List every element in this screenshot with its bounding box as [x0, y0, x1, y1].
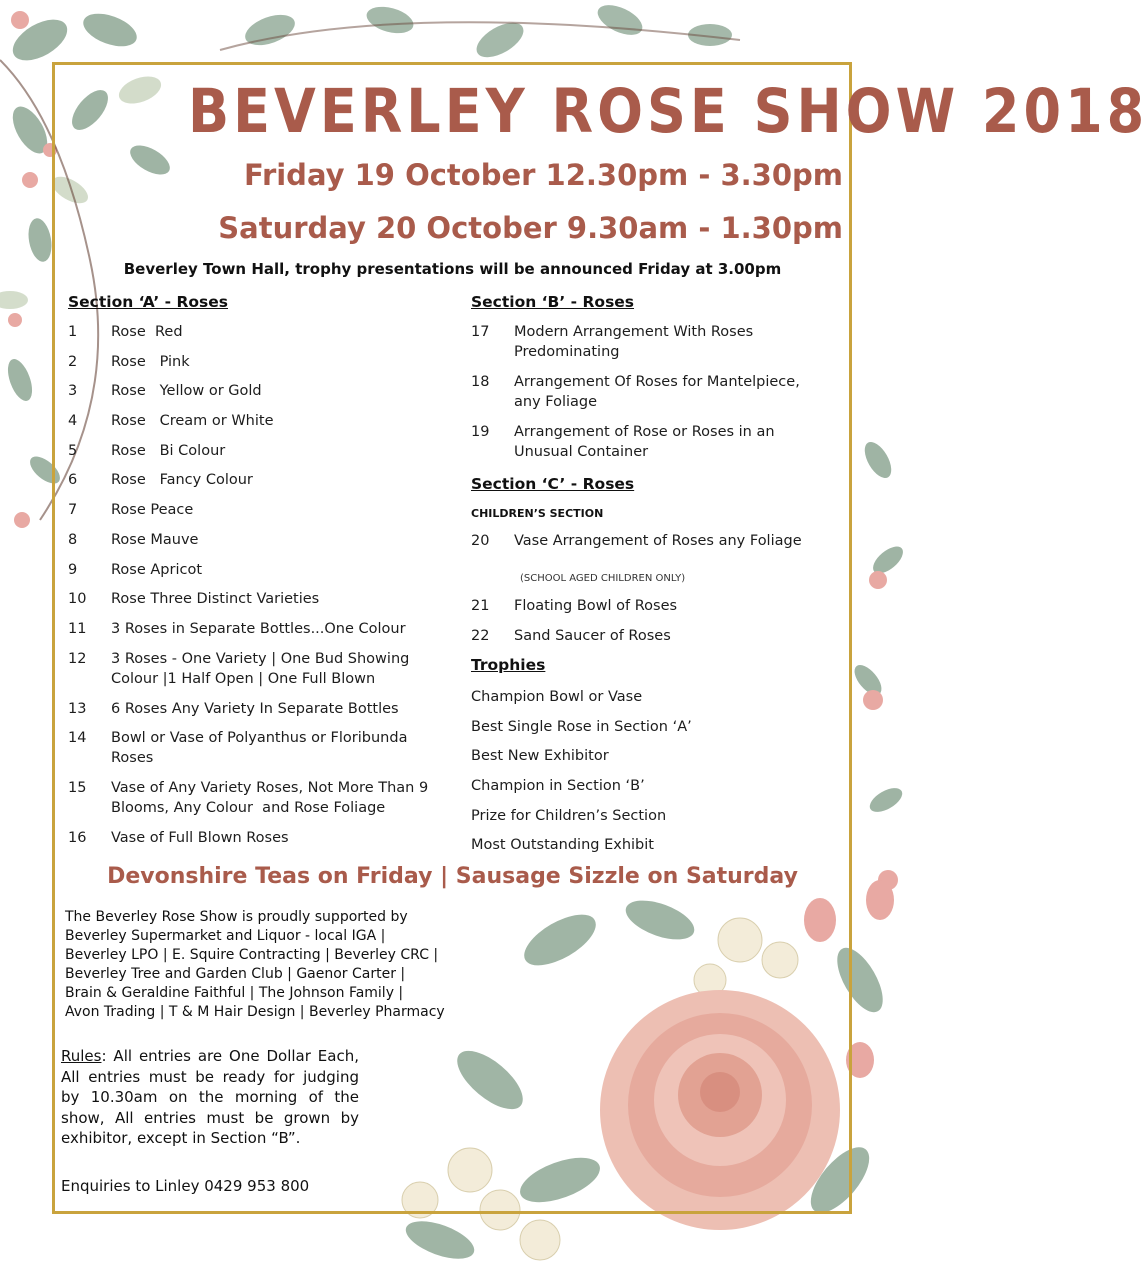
- section-b-list: [471, 322, 831, 472]
- trophies-list: [471, 687, 831, 865]
- list-item: 5 Rose Bi Colour: [68, 442, 226, 459]
- sponsor-line: Brain & Geraldine Faithful | The Johnson Family |: [65, 985, 404, 1001]
- section-b-heading: Section ‘B’ - Roses: [471, 293, 635, 311]
- list-item: 15 Vase of Any Variety Roses, Not More Than 9 Blooms, Any Colour and Rose Foliage: [68, 780, 433, 817]
- saturday-time: Saturday 20 October 9.30am - 1.30pm: [218, 211, 843, 245]
- rules-label: Rules: [61, 1047, 102, 1065]
- list-item: 14 Bowl or Vase of Polyanthus or Floribunda Roses: [68, 730, 413, 767]
- school-aged-note: (SCHOOL AGED CHILDREN ONLY): [520, 573, 686, 584]
- list-item: 4 Rose Cream or White: [68, 413, 274, 430]
- sponsor-line: The Beverley Rose Show is proudly supported by: [65, 909, 408, 925]
- list-item: 16 Vase of Full Blown Roses: [68, 830, 289, 847]
- list-item: 20 Vase Arrangement of Roses any Foliage: [471, 533, 802, 549]
- list-item: 11 3 Roses in Separate Bottles...One Colour: [68, 620, 406, 637]
- trophy-item: Champion in Section ‘B’: [471, 778, 645, 795]
- refreshments-banner: Devonshire Teas on Friday | Sausage Sizzle on Saturday: [107, 864, 798, 889]
- sponsors-text: [65, 908, 505, 1022]
- list-item: 3 Rose Yellow or Gold: [68, 383, 262, 400]
- friday-time: Friday 19 October 12.30pm - 3.30pm: [243, 158, 843, 192]
- floral-top-right-decoration: [200, 0, 760, 68]
- list-item: 8 Rose Mauve: [68, 531, 199, 548]
- page-title: BEVERLEY ROSE SHOW 2018: [188, 76, 1148, 147]
- list-item: 2 Rose Pink: [68, 353, 190, 370]
- list-item: 12 3 Roses - One Variety | One Bud Showing Colour |1 Half Open | One Full Blown: [68, 650, 414, 687]
- sponsor-line: Beverley LPO | E. Squire Contracting | Beverley CRC |: [65, 947, 439, 963]
- list-item: 17 Modern Arrangement With Roses Predominating: [471, 324, 758, 360]
- list-item: 1 Rose Red: [68, 324, 183, 340]
- enquiries-text: Enquiries to Linley 0429 953 800: [61, 1177, 310, 1195]
- trophy-item: Prize for Children’s Section: [471, 807, 667, 824]
- floral-right-side-decoration: [848, 420, 905, 900]
- trophy-item: Best New Exhibitor: [471, 748, 609, 765]
- rules-text: [61, 1046, 359, 1149]
- trophy-item: Most Outstanding Exhibit: [471, 837, 654, 854]
- section-a-list: [68, 322, 448, 858]
- childrens-section-subheading: CHILDREN’S SECTION: [471, 507, 604, 520]
- trophy-item: Best Single Rose in Section ‘A’: [471, 718, 692, 735]
- list-item: 7 Rose Peace: [68, 502, 194, 519]
- list-item: 18 Arrangement Of Roses for Mantelpiece, any Foliage: [471, 374, 805, 410]
- sponsor-line: Beverley Tree and Garden Club | Gaenor Carter |: [65, 966, 406, 982]
- section-c-heading: Section ‘C’ - Roses: [471, 475, 635, 493]
- list-item: 9 Rose Apricot: [68, 561, 203, 578]
- list-item: 19 Arrangement of Rose or Roses in an Unusual Container: [471, 424, 780, 460]
- list-item: 21 Floating Bowl of Roses: [471, 598, 678, 614]
- rules-body: : All entries are One Dollar Each, All entries must be ready for judging by 10.30am on the morning of the show, All entries must be grown by exhibitor, except in Section “B”.: [61, 1047, 359, 1147]
- list-item: 6 Rose Fancy Colour: [68, 472, 253, 489]
- section-a-heading: Section ‘A’ - Roses: [68, 293, 229, 311]
- list-item: 13 6 Roses Any Variety In Separate Bottles: [68, 700, 399, 717]
- trophies-heading: Trophies: [471, 656, 546, 674]
- trophy-item: Champion Bowl or Vase: [471, 689, 643, 705]
- sponsor-line: Avon Trading | T & M Hair Design | Beverley Pharmacy: [65, 1004, 445, 1020]
- list-item: 22 Sand Saucer of Roses: [471, 628, 671, 644]
- sponsor-line: Beverley Supermarket and Liquor - local IGA |: [65, 928, 386, 944]
- venue-text: Beverley Town Hall, trophy presentations will be announced Friday at 3.00pm: [123, 260, 782, 278]
- list-item: 10 Rose Three Distinct Varieties: [68, 591, 320, 608]
